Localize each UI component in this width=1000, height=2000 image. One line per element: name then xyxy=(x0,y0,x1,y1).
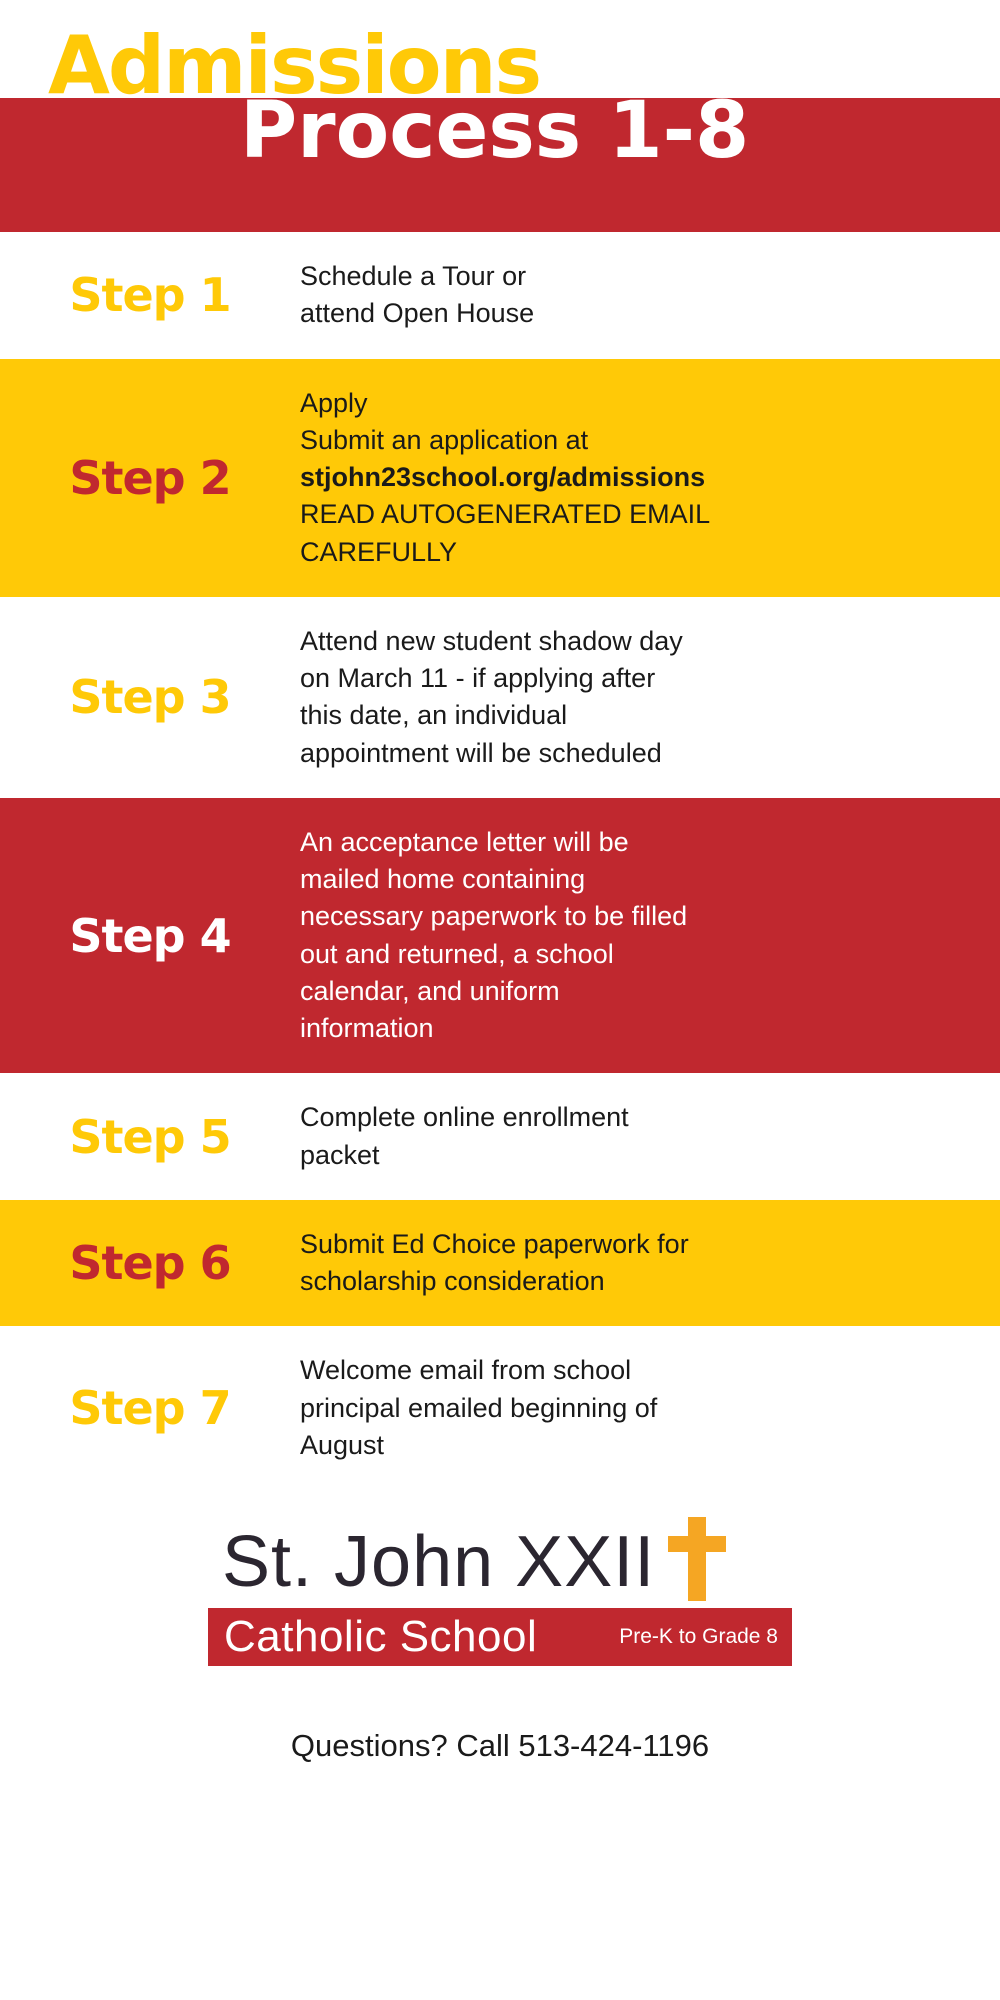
step-row xyxy=(0,798,1000,1074)
step-text-line: Attend new student shadow day xyxy=(300,625,683,656)
step-text-line: Schedule a Tour or xyxy=(300,261,527,291)
step-text-line: this date, an individual xyxy=(300,700,568,731)
step-text-line: packet xyxy=(300,1139,380,1170)
step-text-line: necessary paperwork to be filled xyxy=(300,901,688,932)
poster-header xyxy=(0,0,1000,232)
step-text-line: Apply xyxy=(300,387,368,418)
step-label: Step 6 xyxy=(69,1236,231,1290)
step-text-line: information xyxy=(300,1013,434,1043)
school-logo xyxy=(208,1522,792,1666)
step-row xyxy=(0,232,1000,359)
step-description xyxy=(300,623,1000,772)
step-link-text[interactable]: stjohn23school.org/admissions xyxy=(300,462,706,492)
step-text-line: Submit an application at xyxy=(300,424,589,455)
step-description xyxy=(300,258,1000,333)
page-title-admissions: Admissions xyxy=(48,19,541,112)
step-description xyxy=(300,1352,1000,1464)
step-label: Step 2 xyxy=(69,450,231,505)
step-text-line: principal emailed beginning of xyxy=(300,1392,658,1423)
step-description xyxy=(300,1226,1000,1301)
step-text-line: Complete online enrollment xyxy=(300,1102,629,1133)
step-text-line: An acceptance letter will be xyxy=(300,826,629,857)
page-title-process-range: Process 1-8 xyxy=(240,86,750,176)
contact-line: Questions? Call 513-424-1196 xyxy=(290,1728,710,1763)
step-text-line: on March 11 - if applying after xyxy=(300,663,656,693)
step-text-line: appointment will be scheduled xyxy=(300,737,662,768)
step-text-line: scholarship consideration xyxy=(300,1266,605,1296)
logo-numeral-group xyxy=(613,1522,656,1602)
step-label: Step 3 xyxy=(69,670,231,725)
logo-numeral-after-cross: I xyxy=(634,1522,656,1602)
step-label: Step 4 xyxy=(69,908,231,963)
step-row xyxy=(0,1200,1000,1327)
step-text-line: calendar, and uniform xyxy=(300,975,560,1006)
step-description xyxy=(300,1099,1000,1174)
step-row xyxy=(0,1326,1000,1490)
poster-footer xyxy=(0,1490,1000,1764)
step-text-line: August xyxy=(300,1429,385,1460)
steps-list xyxy=(0,232,1000,1490)
step-text-line: CAREFULLY xyxy=(300,536,458,567)
logo-banner xyxy=(208,1608,792,1666)
step-label: Step 5 xyxy=(69,1109,231,1164)
step-text-line: Submit Ed Choice paperwork for xyxy=(300,1228,689,1259)
step-row xyxy=(0,1073,1000,1200)
step-description xyxy=(300,824,1000,1048)
step-row xyxy=(0,359,1000,597)
step-description xyxy=(300,385,1000,571)
logo-wordmark xyxy=(208,1522,792,1608)
step-text-line: out and returned, a school xyxy=(300,938,614,969)
logo-numeral-before-cross: I xyxy=(613,1522,635,1602)
logo-banner-grades: Pre-K to Grade 8 xyxy=(619,1624,778,1648)
step-text-line: attend Open House xyxy=(300,298,535,329)
step-text-line: Welcome email from school xyxy=(300,1355,632,1386)
logo-banner-title: Catholic School xyxy=(224,1612,538,1661)
step-label: Step 1 xyxy=(69,268,231,323)
latin-cross-icon xyxy=(664,1517,728,1601)
step-text-line: READ AUTOGENERATED EMAIL xyxy=(300,499,711,530)
step-text-line: mailed home containing xyxy=(300,864,586,894)
step-row xyxy=(0,597,1000,798)
logo-wordmark-prefix: St. John XX xyxy=(222,1522,614,1602)
step-label: Step 7 xyxy=(69,1381,231,1436)
